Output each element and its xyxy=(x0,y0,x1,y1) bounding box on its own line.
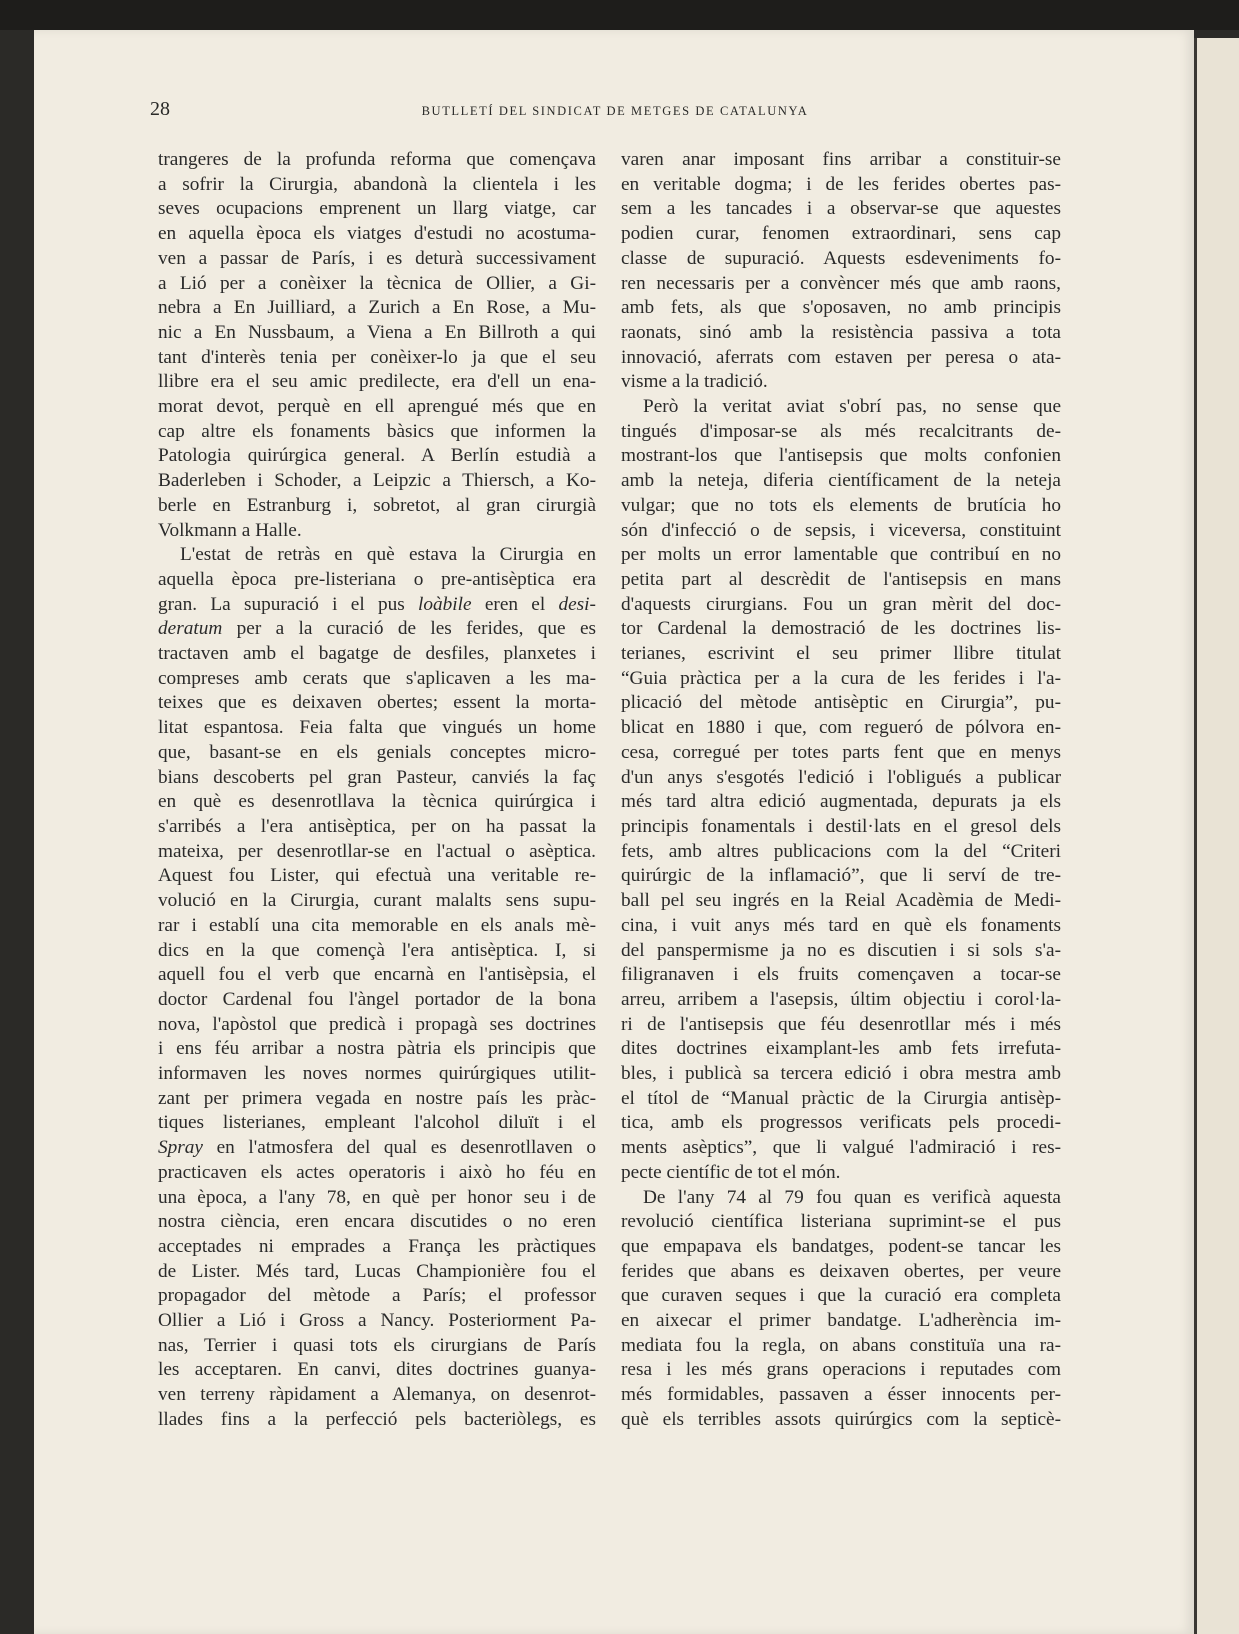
left-column xyxy=(158,148,596,1433)
text-line: filigranaven i els fruits començaven a tocar-se xyxy=(621,964,1061,986)
text-line: morat devot, perquè en ell aprengué més que en xyxy=(158,396,596,418)
text-line: mateixa, per desenrotllar-se en l'actual o asèptica. xyxy=(158,840,596,862)
text-line: tractaven amb el bagatge de desfiles, planxetes i xyxy=(158,643,596,665)
text-line: nas, Terrier i quasi tots els cirurgians de París xyxy=(158,1334,596,1356)
page-number: 28 xyxy=(150,98,170,120)
text-line: el títol de “Manual pràctic de la Cirurgia antisèp- xyxy=(621,1087,1061,1109)
text-line: més formidables, passaven a ésser innocents per- xyxy=(621,1384,1061,1406)
page-header xyxy=(150,98,1080,126)
text-line: mediata fou la regla, on abans constituïa una ra- xyxy=(621,1334,1061,1356)
text-line: tant d'interès tenia per conèixer-lo ja que el seu xyxy=(158,346,596,368)
text-line: les acceptaren. En canvi, dites doctrines guanya- xyxy=(158,1359,596,1381)
text-line: volució en la Cirurgia, curant malalts sens supu- xyxy=(158,890,596,912)
text-line: pecte científic de tot el món. xyxy=(621,1161,841,1183)
text-line: en què es desenrotllava la tècnica quirúrgica i xyxy=(158,791,596,813)
text-line: nostra ciència, eren encara discutides o no eren xyxy=(158,1211,596,1233)
text-line: nova, l'apòstol que predicà i propagà ses doctrines xyxy=(158,1013,596,1035)
text-line: arreu, arribem a l'asepsis, últim objectiu i corol·la- xyxy=(621,988,1061,1010)
text-line: del panspermisme ja no es discutien i si sols s'a- xyxy=(621,939,1061,961)
text-line: cap altre els fonaments bàsics que informen la xyxy=(158,420,596,442)
text-line: cina, i vuit anys més tard en què els fonaments xyxy=(621,914,1061,936)
text-line: llibre era el seu amic predilecte, era d'ell un ena- xyxy=(158,371,596,393)
text-line: revolució científica listeriana suprimint-se el pus xyxy=(621,1211,1061,1233)
text-line: Volkmann a Halle. xyxy=(158,519,302,541)
text-line: quirúrgic de la inflamació”, que li serví de tre- xyxy=(621,865,1061,887)
italic-term: loàbile xyxy=(418,593,472,615)
text-line: per molts un error lamentable que contribuí en no xyxy=(621,544,1061,566)
text-line: mostrant-los que l'antisepsis que molts confonien xyxy=(621,445,1061,467)
text-line: vulgar; que no tots els elements de brutícia ho xyxy=(621,494,1061,516)
text-line: compreses amb cerats que s'aplicaven a les ma- xyxy=(158,667,596,689)
text-line: aquell fou el verb que encarnà en l'antisèpsia, el xyxy=(158,964,596,986)
scan-background xyxy=(0,0,1239,30)
text-line: cesa, corregué per totes parts fent que en menys xyxy=(621,741,1061,763)
text-line: ball pel seu ingrés en la Reial Acadèmia de Medi- xyxy=(621,890,1061,912)
text-line: nic a En Nussbaum, a Viena a En Billroth a qui xyxy=(158,321,596,343)
text-line: Aquest fou Lister, qui efectuà una veritable re- xyxy=(158,865,596,887)
text-line: litat espantosa. Feia falta que vingués un home xyxy=(158,717,596,739)
text-line: resa i les més grans operacions i reputades com xyxy=(621,1359,1061,1381)
text-line: Però la veritat aviat s'obrí pas, no sense que xyxy=(643,396,1061,418)
text-line: fets, amb altres publicacions com la del “Criteri xyxy=(621,840,1061,862)
text-line: De l'any 74 al 79 fou quan es verificà aquesta xyxy=(643,1186,1061,1208)
text-line: plicació del mètode antisèptic en Cirurgia”, pu- xyxy=(621,692,1061,714)
italic-term: deratum xyxy=(158,618,223,640)
text-line: podien curar, fenomen extraordinari, sens cap xyxy=(621,223,1061,245)
text-line: blicat en 1880 i que, com regueró de pólvora en- xyxy=(621,717,1061,739)
running-head: BUTLLETÍ DEL SINDICAT DE METGES DE CATALUNYA xyxy=(421,104,809,118)
text-line: són d'infecció o de sepsis, i viceversa, constituint xyxy=(621,519,1061,541)
text-line: llades fins a la perfecció pels bacteriòlegs, es xyxy=(158,1408,596,1430)
text-line: aquella època pre-listeriana o pre-antisèptica era xyxy=(158,568,596,590)
text-line: varen anar imposant fins arribar a constituir-se xyxy=(621,149,1061,170)
text-line: tiques listerianes, empleant l'alcohol diluït i el xyxy=(158,1112,596,1134)
text-line: tingués d'imposar-se als més recalcitrants de- xyxy=(621,420,1061,442)
text-line: gran. La supuració i el pus loàbile eren el desi- xyxy=(158,593,596,615)
text-line: d'un anys s'esgotés l'edició i l'obligués a publicar xyxy=(621,766,1061,788)
text-line: trangeres de la profunda reforma que començava xyxy=(158,149,596,170)
text-line: Patologia quirúrgica general. A Berlín estudià a xyxy=(158,445,596,467)
text-line: sem a les tancades i a observar-se que aquestes xyxy=(621,198,1061,220)
text-line: tor Cardenal la demostració de les doctrines lis- xyxy=(621,618,1061,640)
text-line: “Guia pràctica per a la cura de les ferides i l'a- xyxy=(621,667,1061,689)
text-line: ments asèptics”, que li valgué l'admiració i res- xyxy=(621,1137,1061,1159)
text-line: ven terreny ràpidament a Alemanya, on desenrot- xyxy=(158,1384,596,1406)
text-line: què els terribles assots quirúrgics com la septicè- xyxy=(621,1408,1061,1430)
text-line: a sofrir la Cirurgia, abandonà la clientela i les xyxy=(158,173,596,195)
text-line: més tard altra edició augmentada, depurats ja els xyxy=(621,791,1061,813)
text-line: Ollier a Lió i Gross a Nancy. Posteriorment Pa- xyxy=(158,1310,596,1332)
text-line: que curaven seques i que la curació era completa xyxy=(621,1285,1061,1307)
text-line: propagador del mètode a París; el professor xyxy=(158,1285,596,1307)
text-line: informaven les noves normes quirúrgiques utilit- xyxy=(158,1063,596,1085)
text-line: rar i establí una cita memorable en els anals mè- xyxy=(158,914,596,936)
text-line: Spray en l'atmosfera del qual es desenrotllaven o xyxy=(158,1137,596,1159)
text-line: zant per primera vegada en nostre país les pràc- xyxy=(158,1087,596,1109)
text-line: bles, i publicà sa tercera edició i obra mestra amb xyxy=(621,1063,1061,1085)
text-line: que empapava els bandatges, podent-se tancar les xyxy=(621,1235,1061,1257)
text-line: una època, a l'any 78, en què per honor seu i de xyxy=(158,1186,596,1208)
text-line: acceptades ni emprades a França les pràctiques xyxy=(158,1235,596,1257)
text-line: innovació, aferrats com estaven per peresa o ata- xyxy=(621,346,1061,368)
text-line: nebra a En Juilliard, a Zurich a En Rose, a Mu- xyxy=(158,297,596,319)
text-line: dites doctrines eixamplant-les amb fets irrefuta- xyxy=(621,1038,1061,1060)
text-line: tica, amb els progressos verificats pels procedi- xyxy=(621,1112,1061,1134)
text-line: i ens féu arribar a nostra pàtria els principis que xyxy=(158,1038,596,1060)
text-line: en aixecar el primer bandatge. L'adherència im- xyxy=(621,1310,1061,1332)
text-line: petita part al descrèdit de l'antisepsis en mans xyxy=(621,568,1061,590)
text-line: bians descoberts pel gran Pasteur, canviés la faç xyxy=(158,766,596,788)
text-line: amb fets, als que s'oposaven, no amb principis xyxy=(621,297,1061,319)
text-line: seves ocupacions emprenent un llarg viatge, car xyxy=(158,198,596,220)
adjacent-page-edge xyxy=(1194,38,1239,1634)
text-line: berle en Estranburg i, sobretot, al gran cirurgià xyxy=(158,494,596,516)
text-line: terianes, escrivint el seu primer llibre titulat xyxy=(621,643,1061,665)
text-line: ri de l'antisepsis que féu desenrotllar més i més xyxy=(621,1013,1061,1035)
text-line: practicaven els actes operatoris i això ho féu en xyxy=(158,1161,596,1183)
text-line: que, basant-se en els genials conceptes micro- xyxy=(158,741,596,763)
text-line: de Lister. Més tard, Lucas Championière fou el xyxy=(158,1260,596,1282)
text-line: ven a passar de París, i es deturà successivament xyxy=(158,247,596,269)
italic-term: Spray xyxy=(158,1137,203,1159)
right-column xyxy=(621,148,1061,1433)
text-line: ren necessaris per a convèncer més que amb raons, xyxy=(621,272,1061,294)
text-line: en aquella època els viatges d'estudi no acostuma- xyxy=(158,223,596,245)
text-line: teixes que es deixaven obertes; essent la morta- xyxy=(158,692,596,714)
text-line: d'aquests cirurgians. Fou un gran mèrit del doc- xyxy=(621,593,1061,615)
text-line: dics en la que començà l'era antisèptica. I, si xyxy=(158,939,596,961)
text-line: a Lió per a conèixer la tècnica de Ollier, a Gi- xyxy=(158,272,596,294)
text-line: doctor Cardenal fou l'àngel portador de la bona xyxy=(158,988,596,1010)
text-line: amb la neteja, diferia científicament de la neteja xyxy=(621,470,1061,492)
text-line: deratum per a la curació de les ferides, que es xyxy=(158,618,597,640)
text-line: L'estat de retràs en què estava la Cirurgia en xyxy=(180,544,596,566)
text-line: ferides que abans es deixaven obertes, per veure xyxy=(621,1260,1061,1282)
italic-term: desi- xyxy=(558,593,596,615)
text-line: principis fonamentals i destil·lats en el gresol dels xyxy=(621,815,1061,837)
text-line: raonats, sinó amb la resistència passiva a tota xyxy=(621,321,1061,343)
text-line: en veritable dogma; i de les ferides obertes pas- xyxy=(621,173,1061,195)
text-line: visme a la tradició. xyxy=(621,371,768,393)
text-line: s'arribés a l'era antisèptica, per on ha passat la xyxy=(158,815,596,837)
text-line: Baderleben i Schoder, a Leipzic a Thiersch, a Ko- xyxy=(158,470,596,492)
text-line: classe de supuració. Aquests esdeveniments fo- xyxy=(621,247,1061,269)
